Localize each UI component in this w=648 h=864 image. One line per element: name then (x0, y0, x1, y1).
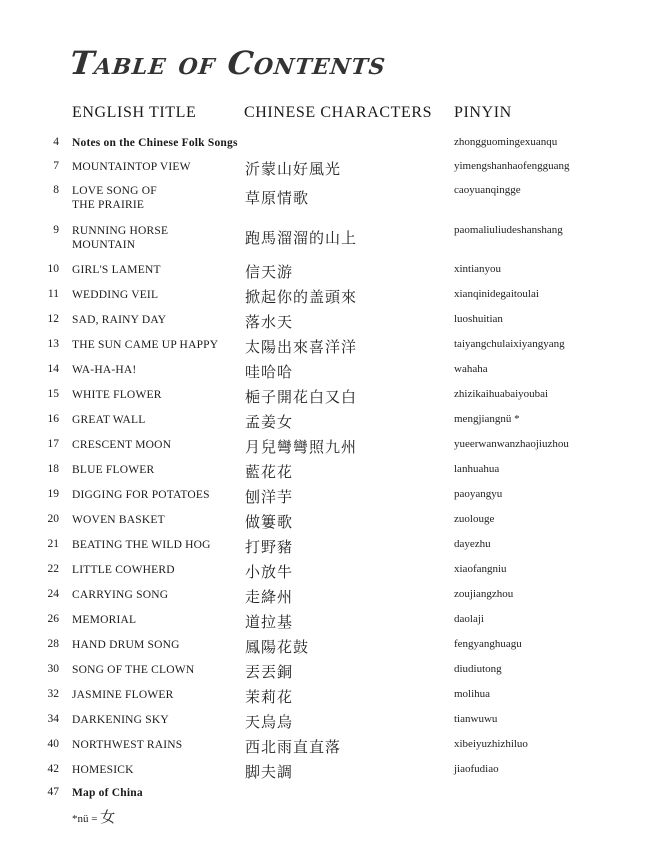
pinyin: zoujiangzhou (454, 588, 514, 600)
pinyin: xianqinidegaitoulai (454, 288, 539, 300)
toc-entry (0, 463, 648, 487)
english-title: CARRYING SONG (72, 589, 169, 601)
english-title: WA-HA-HA! (72, 364, 137, 376)
chinese-characters: 草原情歌 (245, 189, 310, 207)
chinese-characters: 掀起你的盖頭來 (245, 288, 358, 306)
pinyin: yueerwanwanzhaojiuzhou (454, 438, 569, 450)
page-number: 16 (47, 413, 59, 425)
page-number: 10 (47, 263, 59, 275)
english-title: JASMINE FLOWER (72, 689, 174, 701)
chinese-characters: 月兒彎彎照九州 (245, 438, 358, 456)
chinese-characters: 落水天 (245, 313, 294, 331)
footnote-character: 女 (100, 808, 116, 826)
toc-entry (0, 438, 648, 462)
chinese-characters: 信天游 (245, 263, 294, 281)
page-number: 17 (47, 438, 59, 450)
chinese-characters: 走絳州 (245, 588, 294, 606)
pinyin: lanhuahua (454, 463, 500, 475)
pinyin: wahaha (454, 363, 488, 375)
pinyin: molihua (454, 688, 491, 700)
page-number: 47 (47, 786, 59, 798)
toc-entry (0, 363, 648, 387)
english-title: MEMORIAL (72, 614, 137, 626)
english-title: NORTHWEST RAINS (72, 739, 183, 751)
toc-entry (0, 136, 648, 160)
page-number: 8 (53, 184, 59, 196)
page-number: 24 (47, 588, 59, 600)
english-title: LOVE SONG OF THE PRAIRIE (72, 185, 157, 211)
header-pinyin: PINYIN (454, 104, 512, 121)
toc-entry (0, 184, 648, 211)
pinyin: daolaji (454, 613, 484, 625)
toc-entry (0, 338, 648, 362)
pinyin: caoyuanqingge (454, 184, 521, 196)
toc-entry (0, 263, 648, 287)
english-title: HAND DRUM SONG (72, 639, 180, 651)
header-english-title: ENGLISH TITLE (72, 104, 197, 121)
english-title: WOVEN BASKET (72, 514, 165, 526)
header-chinese-characters: CHINESE CHARACTERS (244, 104, 433, 121)
footnote (72, 806, 115, 827)
toc-entry (0, 413, 648, 437)
pinyin: diudiutong (454, 663, 502, 675)
english-title: LITTLE COWHERD (72, 564, 175, 576)
english-title: SONG OF THE CLOWN (72, 664, 195, 676)
pinyin: paoyangyu (454, 488, 503, 500)
pinyin: zhongguomingexuanqu (454, 136, 558, 148)
toc-entry (0, 713, 648, 737)
toc-entry (0, 488, 648, 512)
toc-entry (0, 688, 648, 712)
chinese-characters: 道拉基 (245, 613, 294, 631)
pinyin: zuolouge (454, 513, 495, 525)
page-number: 32 (47, 688, 59, 700)
page-number: 42 (47, 763, 59, 775)
page-number: 7 (53, 160, 59, 172)
pinyin: xintianyou (454, 263, 502, 275)
toc-entry (0, 513, 648, 537)
chinese-characters: 跑馬溜溜的山上 (245, 229, 358, 247)
chinese-characters: 刨洋芋 (245, 488, 294, 506)
english-title: Notes on the Chinese Folk Songs (72, 137, 238, 149)
page-title: Table of Contents (68, 44, 389, 82)
chinese-characters: 做簍歌 (245, 513, 294, 531)
chinese-characters: 茉莉花 (245, 688, 294, 706)
footnote-text: *nü = (72, 813, 101, 825)
page-number: 26 (47, 613, 59, 625)
english-title: MOUNTAINTOP VIEW (72, 161, 191, 173)
toc-entry (0, 538, 648, 562)
page-number: 34 (47, 713, 59, 725)
english-title: GREAT WALL (72, 414, 146, 426)
pinyin: dayezhu (454, 538, 491, 550)
chinese-characters: 西北雨直直落 (245, 738, 342, 756)
pinyin: tianwuwu (454, 713, 498, 725)
toc-entry (0, 613, 648, 637)
english-title: RUNNING HORSE MOUNTAIN (72, 225, 169, 251)
pinyin: jiaofudiao (454, 763, 499, 775)
page-number: 22 (47, 563, 59, 575)
page-number: 14 (47, 363, 59, 375)
english-title: BLUE FLOWER (72, 464, 155, 476)
pinyin: xiaofangniu (454, 563, 507, 575)
page-number: 9 (53, 224, 59, 236)
english-title: WEDDING VEIL (72, 289, 159, 301)
toc-entry (0, 224, 648, 251)
pinyin: fengyanghuagu (454, 638, 522, 650)
page-number: 12 (47, 313, 59, 325)
page-number: 19 (47, 488, 59, 500)
toc-entry (0, 663, 648, 687)
toc-entry (0, 313, 648, 337)
chinese-characters: 小放牛 (245, 563, 294, 581)
pinyin: yimengshanhaofengguang (454, 160, 570, 172)
english-title: GIRL'S LAMENT (72, 264, 161, 276)
toc-entry (0, 388, 648, 412)
page-number: 15 (47, 388, 59, 400)
pinyin: paomaliuliudeshanshang (454, 224, 563, 236)
page-number: 28 (47, 638, 59, 650)
english-title: SAD, RAINY DAY (72, 314, 167, 326)
toc-entry (0, 763, 648, 787)
pinyin: luoshuitian (454, 313, 503, 325)
page-number: 30 (47, 663, 59, 675)
toc-entry (0, 638, 648, 662)
page-number: 11 (47, 288, 59, 300)
chinese-characters: 打野豬 (245, 538, 294, 556)
chinese-characters: 藍花花 (245, 463, 294, 481)
english-title: HOMESICK (72, 764, 134, 776)
english-title: THE SUN CAME UP HAPPY (72, 339, 219, 351)
pinyin: mengjiangnü * (454, 413, 520, 425)
chinese-characters: 丟丟銅 (245, 663, 294, 681)
pinyin: xibeiyuzhizhiluo (454, 738, 528, 750)
chinese-characters: 天烏烏 (245, 713, 294, 731)
english-title: BEATING THE WILD HOG (72, 539, 211, 551)
chinese-characters: 哇哈哈 (245, 363, 294, 381)
page-number: 4 (53, 136, 59, 148)
toc-entry (0, 738, 648, 762)
page-number: 13 (47, 338, 59, 350)
toc-entry (0, 160, 648, 184)
chinese-characters: 鳳陽花鼓 (245, 638, 310, 656)
page-number: 18 (47, 463, 59, 475)
english-title: WHITE FLOWER (72, 389, 162, 401)
chinese-characters: 孟姜女 (245, 413, 294, 431)
page-number: 21 (47, 538, 59, 550)
toc-entry (0, 288, 648, 312)
page-number: 20 (47, 513, 59, 525)
chinese-characters: 梔子開花白又白 (245, 388, 358, 406)
page-number: 40 (47, 738, 59, 750)
english-title: DARKENING SKY (72, 714, 169, 726)
chinese-characters: 沂蒙山好風光 (245, 160, 342, 178)
english-title: CRESCENT MOON (72, 439, 172, 451)
toc-entry (0, 588, 648, 612)
pinyin: zhizikaihuabaiyoubai (454, 388, 549, 400)
chinese-characters: 太陽出來喜洋洋 (245, 338, 358, 356)
english-title: DIGGING FOR POTATOES (72, 489, 210, 501)
english-title: Map of China (72, 787, 143, 799)
chinese-characters: 脚夫調 (245, 763, 294, 781)
pinyin: taiyangchulaixiyangyang (454, 338, 565, 350)
toc-entry (0, 563, 648, 587)
